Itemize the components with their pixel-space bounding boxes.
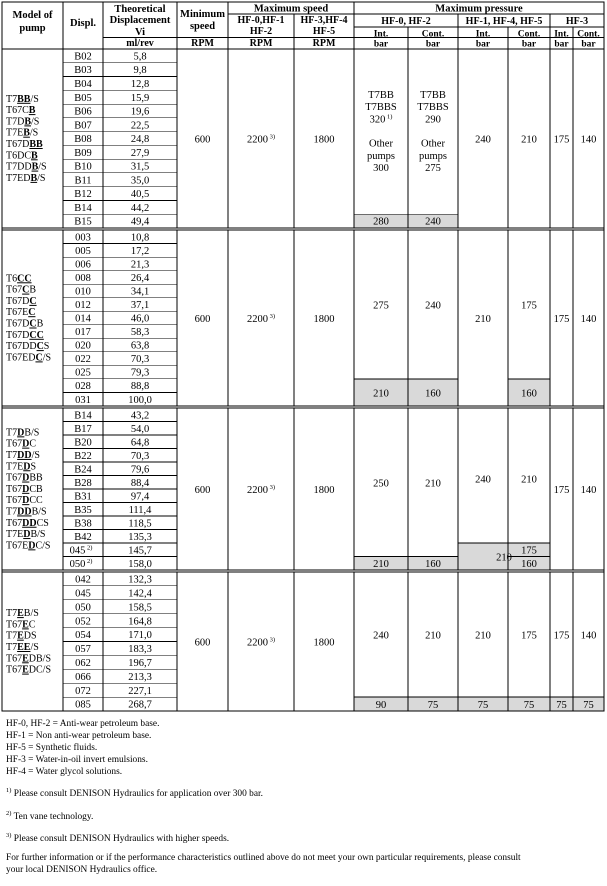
pressure-cont: 240 (425, 300, 441, 312)
displacement-value: 145,7 (128, 545, 152, 557)
displ-code: B03 (74, 65, 92, 77)
displacement-value: 97,4 (130, 491, 150, 503)
footnotes (6, 785, 604, 845)
displacement-value: 70,3 (130, 354, 150, 366)
footnote (6, 785, 604, 800)
displacement-value: 111,4 (128, 504, 152, 516)
displacement-value: 15,9 (130, 92, 150, 104)
displ-code: 008 (75, 272, 91, 284)
pressure-last: 75 (523, 699, 535, 711)
displacement-value: 19,6 (130, 106, 150, 118)
displ-code: 045 $^{2)}$ (69, 544, 93, 557)
displ-code: B31 (74, 491, 92, 503)
header-int: Int. (475, 29, 491, 40)
displacement-value: 227,1 (128, 685, 152, 697)
model-name: T7EB/S (6, 127, 39, 139)
min-speed: 600 (194, 485, 211, 496)
unit: RPM (191, 38, 214, 49)
displ-code: 054 (75, 630, 91, 642)
footnote (6, 830, 604, 845)
header-int: Int. (554, 29, 569, 40)
pressure-int: 210 (373, 558, 389, 570)
displacement-value: 118,5 (128, 518, 152, 530)
displ-code: 025 (75, 367, 91, 379)
model-name: T67EC (6, 619, 36, 631)
displacement-value: 9,8 (133, 65, 147, 77)
displacement-value: 49,4 (130, 216, 150, 228)
closing-line: For further information or if the performance characteristics outlined above do not meet your own particular requirements, please consult (6, 853, 521, 864)
header-max-pressure: Maximum pressure (435, 3, 523, 15)
header-model: pump (19, 23, 46, 34)
displ-code: 050 $^{2)}$ (69, 557, 93, 570)
displ-code: B10 (74, 161, 92, 173)
min-speed: 600 (194, 314, 211, 325)
displ-code: 057 (75, 644, 91, 656)
displacement-value: 88,8 (130, 381, 150, 393)
footnote (6, 808, 604, 823)
max-speed-hf02: 2200 $^{3)}$ (246, 484, 276, 496)
displ-code: B17 (74, 423, 92, 435)
footnote-mark: 1) (6, 787, 12, 795)
unit: bar (554, 39, 569, 50)
displacement-value: 158,5 (128, 602, 152, 614)
min-speed: 600 (194, 637, 211, 649)
displ-code: 085 (75, 699, 91, 711)
header-theo: Vi (134, 27, 146, 38)
model-name: T67DC (6, 295, 37, 307)
model-name: T7EDB/S (6, 172, 46, 184)
displ-code: 031 (75, 394, 91, 406)
model-name: T67DCB (6, 483, 43, 495)
model-name: T6CC (6, 273, 32, 285)
displacement-value: 79,3 (130, 367, 150, 379)
model-name: T7DDB/S (6, 506, 47, 518)
model-name: T67DBB (6, 472, 43, 484)
header-cont: Cont. (517, 29, 541, 40)
shaded-cell (354, 557, 458, 571)
displacement-value: 40,5 (130, 189, 150, 201)
unit: bar (581, 39, 596, 50)
pressure-cont: 210 (521, 474, 537, 486)
pressure-cont: 175 (521, 545, 537, 557)
header-cont: Cont. (421, 29, 445, 40)
unit: RPM (249, 38, 273, 49)
pressure-int: 320 $^{1)}$ (369, 113, 393, 126)
header-hf: HF-0, HF-2 (381, 16, 431, 27)
footnote-text: Please consult DENISON Hydraulics with higher speeds. (11, 834, 230, 845)
superscript: 2) (85, 544, 93, 552)
displacement-value: 46,0 (130, 313, 150, 325)
header-max-speed: Maximum speed (253, 3, 329, 15)
model-name: T7DB/S (6, 427, 40, 439)
footnote-mark: 3) (6, 831, 12, 839)
header-theo: Theoretical (114, 4, 166, 15)
displacement-value: 27,9 (130, 147, 150, 159)
model-name: T7EDB/S (6, 529, 46, 541)
pressure-cont: 160 (425, 558, 441, 570)
displacement-value: 64,8 (130, 437, 150, 449)
pressure-int: 300 (373, 163, 389, 175)
displ-code: B04 (74, 79, 92, 91)
displ-code: 022 (75, 354, 91, 366)
displ-code: B42 (74, 531, 92, 543)
model-name: T67EC (6, 307, 36, 319)
model-name: T67DCC (6, 329, 44, 341)
header-hf: HF-3 (565, 16, 589, 27)
superscript: 2) (85, 557, 93, 565)
legend-line: HF-3 = Water-in-oil invert emulsions. (6, 755, 148, 766)
model-name: T67DCC (6, 495, 43, 507)
header-cont: Cont. (577, 29, 600, 40)
model-name: T67DDCS (6, 341, 50, 353)
legend-line: HF-4 = Water glycol solutions. (6, 767, 123, 778)
displ-code: B14 (74, 202, 92, 214)
pressure-int: 210 (475, 314, 491, 325)
pressure-int: 175 (553, 314, 570, 325)
superscript: 3) (267, 484, 276, 491)
pressure-cont: 275 (425, 163, 441, 175)
displ-code: B15 (74, 216, 92, 228)
displacement-value: 70,3 (130, 450, 150, 462)
displ-code: B14 (74, 410, 92, 422)
displacement-value: 26,4 (130, 272, 150, 284)
displacement-value: 34,1 (130, 286, 150, 298)
superscript: 3) (267, 133, 276, 141)
pressure-cont: 175 (521, 300, 537, 312)
displ-code: B20 (74, 437, 92, 449)
pressure-cont: 175 (521, 630, 537, 642)
header-hf: HF-0,HF-1 (237, 15, 285, 26)
displacement-value: 37,1 (130, 299, 150, 311)
header-hf: HF-3,HF-4 (300, 15, 348, 26)
displ-code: 014 (75, 313, 91, 325)
model-name: T7BB/S (6, 93, 39, 105)
pressure-last: 75 (427, 699, 439, 711)
model-name: T7EDS (6, 461, 37, 473)
superscript: 3) (267, 636, 276, 644)
displ-code: B07 (74, 120, 92, 132)
pressure-int: Other (369, 138, 393, 150)
pressure-cont: T7BB (420, 89, 446, 101)
pressure-cont: 210 (425, 478, 441, 490)
displacement-value: 196,7 (128, 657, 152, 669)
pressure-int: 175 (553, 485, 570, 496)
pressure-int: 240 (475, 134, 491, 146)
pressure-cont: pumps (418, 150, 448, 162)
displacement-value: 268,7 (128, 699, 152, 711)
pressure-int: T7BB (368, 89, 394, 101)
superscript: 1) (385, 113, 393, 121)
displ-code: B05 (74, 92, 92, 104)
model-name: T7DB/S (6, 116, 40, 128)
max-speed-hf02: 2200 $^{3)}$ (246, 636, 276, 649)
pressure-cont: 140 (580, 134, 597, 146)
displ-code: 012 (75, 299, 91, 311)
model-name: T7EE/S (6, 642, 39, 653)
displ-code: 020 (75, 340, 91, 352)
displ-code: 017 (75, 327, 91, 339)
header-theo: Displacement (109, 15, 171, 26)
pressure-int: 280 (373, 216, 389, 228)
pressure-cont: Other (421, 138, 445, 150)
pressure-cont: 240 (425, 216, 441, 228)
pressure-int: T7BBS (365, 102, 397, 114)
pressure-cont: 160 (425, 388, 441, 400)
pressure-cont: 140 (580, 630, 597, 642)
displ-code: 005 (75, 245, 91, 257)
displ-code: B11 (74, 175, 92, 187)
displ-code: B22 (74, 450, 92, 462)
model-name: T67DBB (6, 139, 43, 150)
displacement-value: 171,0 (128, 630, 152, 642)
pressure-last: 75 (477, 699, 489, 711)
pressure-cont: 210 (425, 630, 441, 642)
displ-code: B06 (74, 106, 92, 118)
displacement-value: 22,5 (130, 120, 150, 132)
shaded-cell (354, 379, 458, 406)
displacement-value: 183,3 (128, 644, 152, 656)
closing-line: your local DENISON Hydraulics office. (6, 865, 158, 876)
model-name: T67DCB (6, 318, 44, 330)
footnote-text: Please consult DENISON Hydraulics for application over 300 bar. (11, 789, 263, 800)
displacement-value: 35,0 (130, 175, 150, 187)
displacement-value: 12,8 (130, 79, 150, 91)
unit: ml/rev (126, 38, 154, 49)
header-hf: HF-5 (312, 26, 336, 37)
closing-note (6, 852, 604, 876)
displacement-value: 135,3 (128, 531, 152, 543)
displ-code: B38 (74, 518, 92, 530)
displacement-value: 132,3 (128, 574, 152, 586)
displ-code: B24 (74, 464, 92, 476)
pressure-last: 75 (556, 699, 567, 711)
header-min-speed: Minimum (180, 9, 225, 20)
displ-code: 066 (75, 671, 91, 683)
model-name: T67EDC/S (6, 352, 52, 364)
model-name: T67DDCS (6, 517, 49, 529)
legend-line: HF-1 = Non anti-wear petroleum base. (6, 731, 152, 742)
unit: bar (425, 39, 441, 50)
displ-code: 042 (75, 574, 91, 586)
displ-code: B02 (74, 51, 92, 63)
displacement-value: 142,4 (128, 588, 152, 600)
pressure-int: 240 (475, 474, 491, 486)
displacement-value: 100,0 (128, 394, 152, 406)
pressure-int: 275 (373, 300, 389, 312)
displacement-value: 88,4 (130, 477, 150, 489)
displ-code: B12 (74, 189, 92, 201)
displacement-value: 21,3 (130, 259, 150, 271)
displ-code: 052 (75, 616, 91, 628)
unit: RPM (312, 38, 336, 49)
displacement-value: 58,3 (130, 327, 150, 339)
displacement-value: 44,2 (130, 202, 150, 214)
displ-code: 050 (75, 602, 91, 614)
pressure-last: 90 (375, 699, 387, 711)
header-int: Int. (373, 29, 389, 40)
pressure-cont: 210 (521, 134, 537, 146)
pressure-int: 175 (553, 134, 570, 146)
max-speed-hf02: 2200 $^{3)}$ (246, 133, 276, 146)
pressure-int: 240 (373, 630, 389, 642)
displacement-value: 17,2 (130, 245, 150, 257)
displacement-value: 158,0 (128, 558, 152, 570)
shaded-cell (354, 214, 458, 228)
pressure-int: pumps (366, 150, 396, 162)
pressure-cont: T7BBS (417, 102, 449, 114)
pressure-cont: 140 (580, 314, 597, 325)
displacement-value: 5,8 (133, 51, 147, 63)
displ-code: B08 (74, 134, 92, 146)
displ-code: 006 (75, 259, 91, 271)
displ-code: B28 (74, 477, 92, 489)
notes (6, 718, 604, 876)
model-name: T67DC (6, 438, 37, 450)
pressure-cont: 140 (580, 485, 597, 496)
model-name: T67EDC/S (6, 664, 52, 676)
displacement-value: 43,2 (130, 410, 150, 422)
pressure-cont: 160 (521, 558, 537, 570)
pressure-int: 250 (373, 478, 389, 490)
model-name: T67CB (6, 105, 36, 117)
model-name: T7DD/S (6, 449, 40, 461)
displ-code: B35 (74, 504, 92, 516)
footnote-text: Ten vane technology. (11, 811, 94, 822)
displ-code: B09 (74, 147, 92, 159)
model-name: T6DCB (6, 150, 38, 162)
displ-code: 003 (75, 232, 91, 244)
pressure-int: 175 (553, 630, 570, 642)
header-hf: HF-2 (249, 26, 273, 37)
displ-code: 028 (75, 381, 91, 393)
header-min-speed: speed (189, 21, 216, 32)
displ-code: 072 (75, 685, 91, 697)
legend-line: HF-0, HF-2 = Anti-wear petroleum base. (6, 719, 160, 729)
displ-code: 010 (75, 286, 91, 298)
displacement-value: 213,3 (128, 671, 152, 683)
pressure-int: 210 (475, 630, 491, 642)
pressure-last: 75 (583, 699, 594, 711)
displacement-value: 10,8 (130, 232, 150, 244)
displacement-value: 24,8 (130, 134, 150, 146)
min-speed: 600 (194, 134, 211, 146)
max-speed-hf34: 1800 (313, 485, 335, 496)
displ-code: 045 (75, 588, 91, 600)
model-name: T7DDB/S (6, 161, 47, 173)
unit: bar (373, 39, 389, 50)
superscript: 3) (267, 313, 276, 320)
max-speed-hf02: 2200 $^{3)}$ (246, 313, 276, 325)
pressure-cont: 160 (521, 388, 537, 400)
model-name: T67EDB/S (6, 653, 52, 665)
unit: bar (475, 39, 491, 50)
pressure-int: 210 (496, 552, 512, 564)
max-speed-hf34: 1800 (313, 314, 335, 325)
pressure-int: 210 (373, 388, 389, 400)
table-frame (2, 2, 604, 711)
model-name: T7EDS (6, 630, 37, 642)
footnote-mark: 2) (6, 809, 12, 817)
max-speed-hf34: 1800 (313, 134, 335, 146)
displacement-value: 31,5 (130, 161, 150, 173)
header-model: Model of (12, 10, 53, 21)
displ-code: 062 (75, 657, 91, 669)
displacement-value: 164,8 (128, 616, 152, 628)
displacement-value: 63,8 (130, 340, 150, 352)
displacement-value: 54,0 (130, 423, 150, 435)
pressure-cont: 290 (425, 114, 441, 126)
model-name: T67EDC/S (6, 540, 51, 552)
max-speed-hf34: 1800 (313, 637, 335, 649)
fluid-legend (6, 718, 604, 778)
header-hf: HF-1, HF-4, HF-5 (465, 16, 543, 27)
model-name: T7EB/S (6, 608, 39, 620)
legend-line: HF-5 = Synthetic fluids. (6, 743, 98, 754)
unit: bar (521, 39, 537, 50)
header-displ: Displ. (70, 18, 96, 29)
model-name: T67CB (6, 284, 37, 296)
displacement-value: 79,6 (130, 464, 150, 476)
